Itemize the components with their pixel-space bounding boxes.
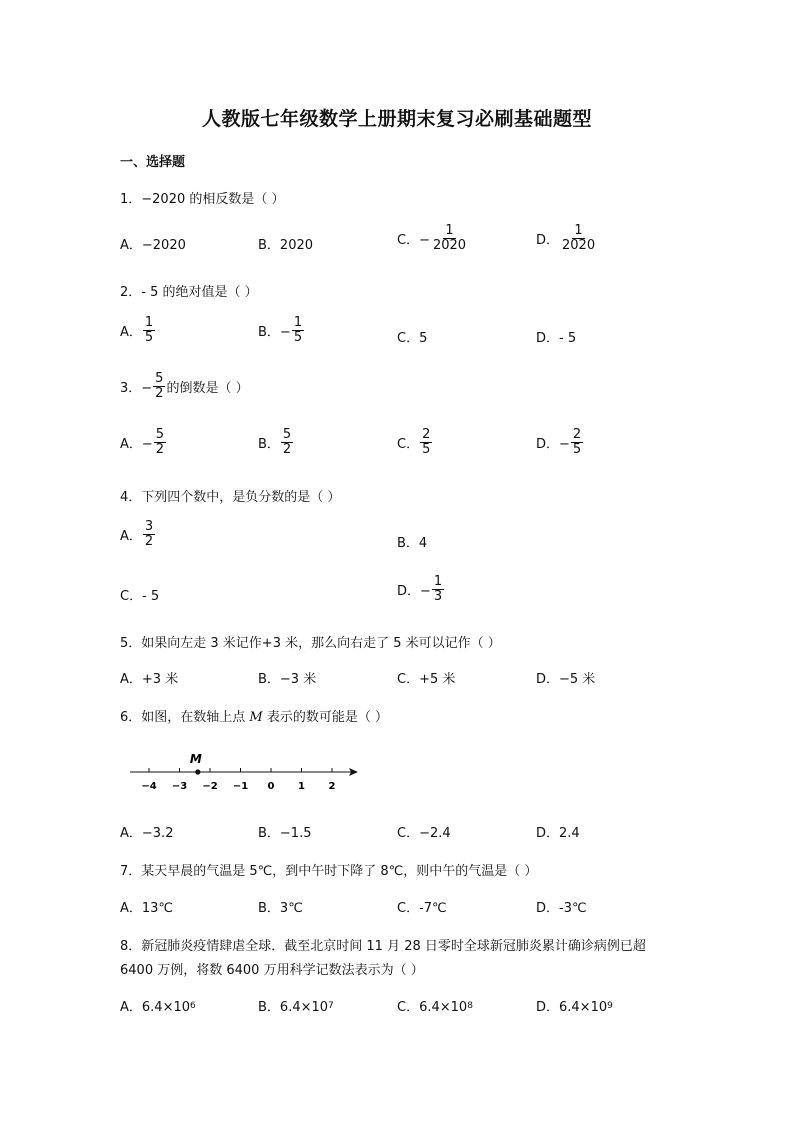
denominator: 2 (282, 442, 292, 458)
denominator: 5 (422, 442, 431, 458)
option-label: A．− (120, 437, 153, 453)
fraction (143, 520, 155, 550)
axis-tick-label: −1 (232, 781, 249, 792)
option-label: D． (536, 233, 560, 249)
page-title: 人教版七年级数学上册期末复习必刷基础题型 (201, 108, 592, 130)
fraction (420, 428, 432, 458)
numerator: 5 (155, 371, 164, 386)
denominator: 3 (433, 589, 443, 605)
question-8-option-a[interactable] (120, 996, 196, 1015)
stem-prefix: 3．− (120, 381, 153, 397)
option-label: A． (120, 325, 142, 341)
numerator: 3 (144, 519, 154, 534)
question-7-option-b[interactable]: B．3℃ (258, 901, 303, 916)
number-line-figure (120, 748, 370, 796)
stem-suffix: 的倒数是（ ） (166, 381, 249, 397)
variable-m: M (249, 710, 263, 725)
section-heading: 一、选择题 (120, 155, 186, 170)
question-6-option-a[interactable]: A．−3.2 (120, 826, 174, 841)
axis-tick-label: −2 (202, 781, 218, 792)
question-2-option-d[interactable]: D．- 5 (536, 331, 577, 346)
exponent: 6 (190, 1000, 196, 1011)
question-5-option-b[interactable]: B．−3 米 (258, 672, 317, 687)
question-7-option-a[interactable]: A．13℃ (120, 901, 174, 916)
question-5-option-c[interactable]: C．+5 米 (397, 672, 456, 687)
numerator: 1 (574, 223, 583, 238)
question-5-option-a[interactable]: A．+3 米 (120, 672, 179, 687)
exponent: 9 (607, 1000, 613, 1011)
question-6-option-d[interactable]: D．2.4 (536, 826, 580, 841)
fraction (560, 224, 597, 254)
numerator: 5 (282, 427, 292, 442)
option-label: A．6.4×10 (120, 1000, 191, 1015)
axis-tick-label: 0 (267, 781, 275, 792)
question-8-stem-line-2: 6400 万例，将数 6400 万用科学记数法表示为（ ） (120, 963, 424, 978)
denominator: 2 (155, 442, 165, 458)
numerator: 1 (144, 315, 154, 330)
option-label: B．− (258, 325, 291, 341)
question-3-option-c[interactable] (397, 428, 433, 458)
question-3-stem (120, 372, 249, 402)
stem-suffix: 表示的数可能是（ ） (266, 710, 389, 725)
question-8-stem-line-1: 8．新冠肺炎疫情肆虐全球．截至北京时间 11 月 28 日零时全球新冠肺炎累计确诊病例已超 (120, 939, 646, 954)
denominator: 2 (155, 386, 164, 402)
question-5-option-d[interactable]: D．−5 米 (536, 672, 596, 687)
denominator: 5 (144, 330, 154, 346)
question-4-option-b[interactable]: B．4 (397, 536, 428, 551)
option-label: B．6.4×10 (258, 1000, 329, 1015)
question-4-option-c[interactable]: C．- 5 (120, 589, 160, 604)
question-4-stem: 4．下列四个数中，是负分数的是（ ） (120, 490, 341, 505)
axis-tick-label: −3 (171, 781, 188, 792)
option-label: C． (397, 437, 420, 453)
denominator: 2 (144, 534, 154, 550)
axis-tick-label: 1 (298, 781, 305, 792)
question-6-stem (120, 706, 388, 725)
question-2-stem: 2．- 5 的绝对值是（ ） (120, 285, 258, 300)
exponent: 7 (328, 1000, 334, 1011)
option-label: C．− (397, 233, 430, 249)
exponent: 8 (467, 1000, 473, 1011)
fraction (143, 316, 155, 346)
question-3-option-d[interactable] (536, 428, 584, 458)
option-label: D．− (397, 584, 431, 600)
question-2-option-c[interactable]: C．5 (397, 331, 428, 346)
fraction (281, 428, 293, 458)
numerator: 2 (572, 427, 582, 442)
option-label: B． (258, 437, 280, 453)
fraction (571, 428, 583, 458)
stem-prefix: 6．如图，在数轴上点 (120, 710, 246, 725)
question-1-stem: 1．−2020 的相反数是（ ） (120, 192, 285, 207)
question-1-option-d[interactable] (536, 224, 598, 254)
question-1-option-a[interactable]: A．−2020 (120, 238, 186, 253)
question-7-option-d[interactable]: D．-3℃ (536, 901, 587, 916)
fraction (292, 316, 304, 346)
fraction (431, 224, 468, 254)
denominator: 2020 (432, 238, 467, 254)
denominator: 2020 (562, 238, 596, 254)
question-6-option-c[interactable]: C．−2.4 (397, 826, 451, 841)
numerator: 1 (293, 315, 303, 330)
fraction (153, 372, 165, 402)
axis-tick-label: −4 (141, 781, 157, 792)
option-label: C．6.4×10 (397, 1000, 468, 1015)
point-m-label: M (189, 752, 202, 766)
question-8-option-d[interactable] (536, 996, 613, 1015)
question-3-option-b[interactable] (258, 428, 294, 458)
question-8-option-c[interactable] (397, 996, 473, 1015)
question-6-option-b[interactable]: B．−1.5 (258, 826, 312, 841)
question-5-stem: 5．如果向左走 3 米记作+3 米，那么向右走了 5 米可以记作（ ） (120, 636, 501, 651)
question-8-option-b[interactable] (258, 996, 334, 1015)
denominator: 5 (293, 330, 303, 346)
question-4-option-d[interactable] (397, 575, 445, 605)
question-1-option-b[interactable]: B．2020 (258, 238, 314, 253)
question-2-option-a[interactable] (120, 316, 156, 346)
question-7-stem: 7．某天早晨的气温是 5℃，到中午时下降了 8℃，则中午的气温是（ ） (120, 864, 538, 879)
numerator: 5 (155, 427, 165, 442)
question-3-option-a[interactable] (120, 428, 167, 458)
numerator: 1 (433, 574, 443, 589)
denominator: 5 (572, 442, 582, 458)
question-1-option-c[interactable] (397, 224, 469, 254)
question-7-option-c[interactable]: C．-7℃ (397, 901, 447, 916)
point-m (195, 769, 200, 774)
fraction (154, 428, 166, 458)
numerator: 1 (445, 223, 454, 238)
option-label: D．6.4×10 (536, 1000, 608, 1015)
option-label: D．− (536, 437, 570, 453)
fraction (432, 575, 444, 605)
numerator: 2 (422, 427, 431, 442)
option-label: A． (120, 529, 142, 545)
question-4-option-a[interactable] (120, 520, 156, 550)
axis-tick-label: 2 (328, 781, 336, 792)
question-2-option-b[interactable] (258, 316, 305, 346)
